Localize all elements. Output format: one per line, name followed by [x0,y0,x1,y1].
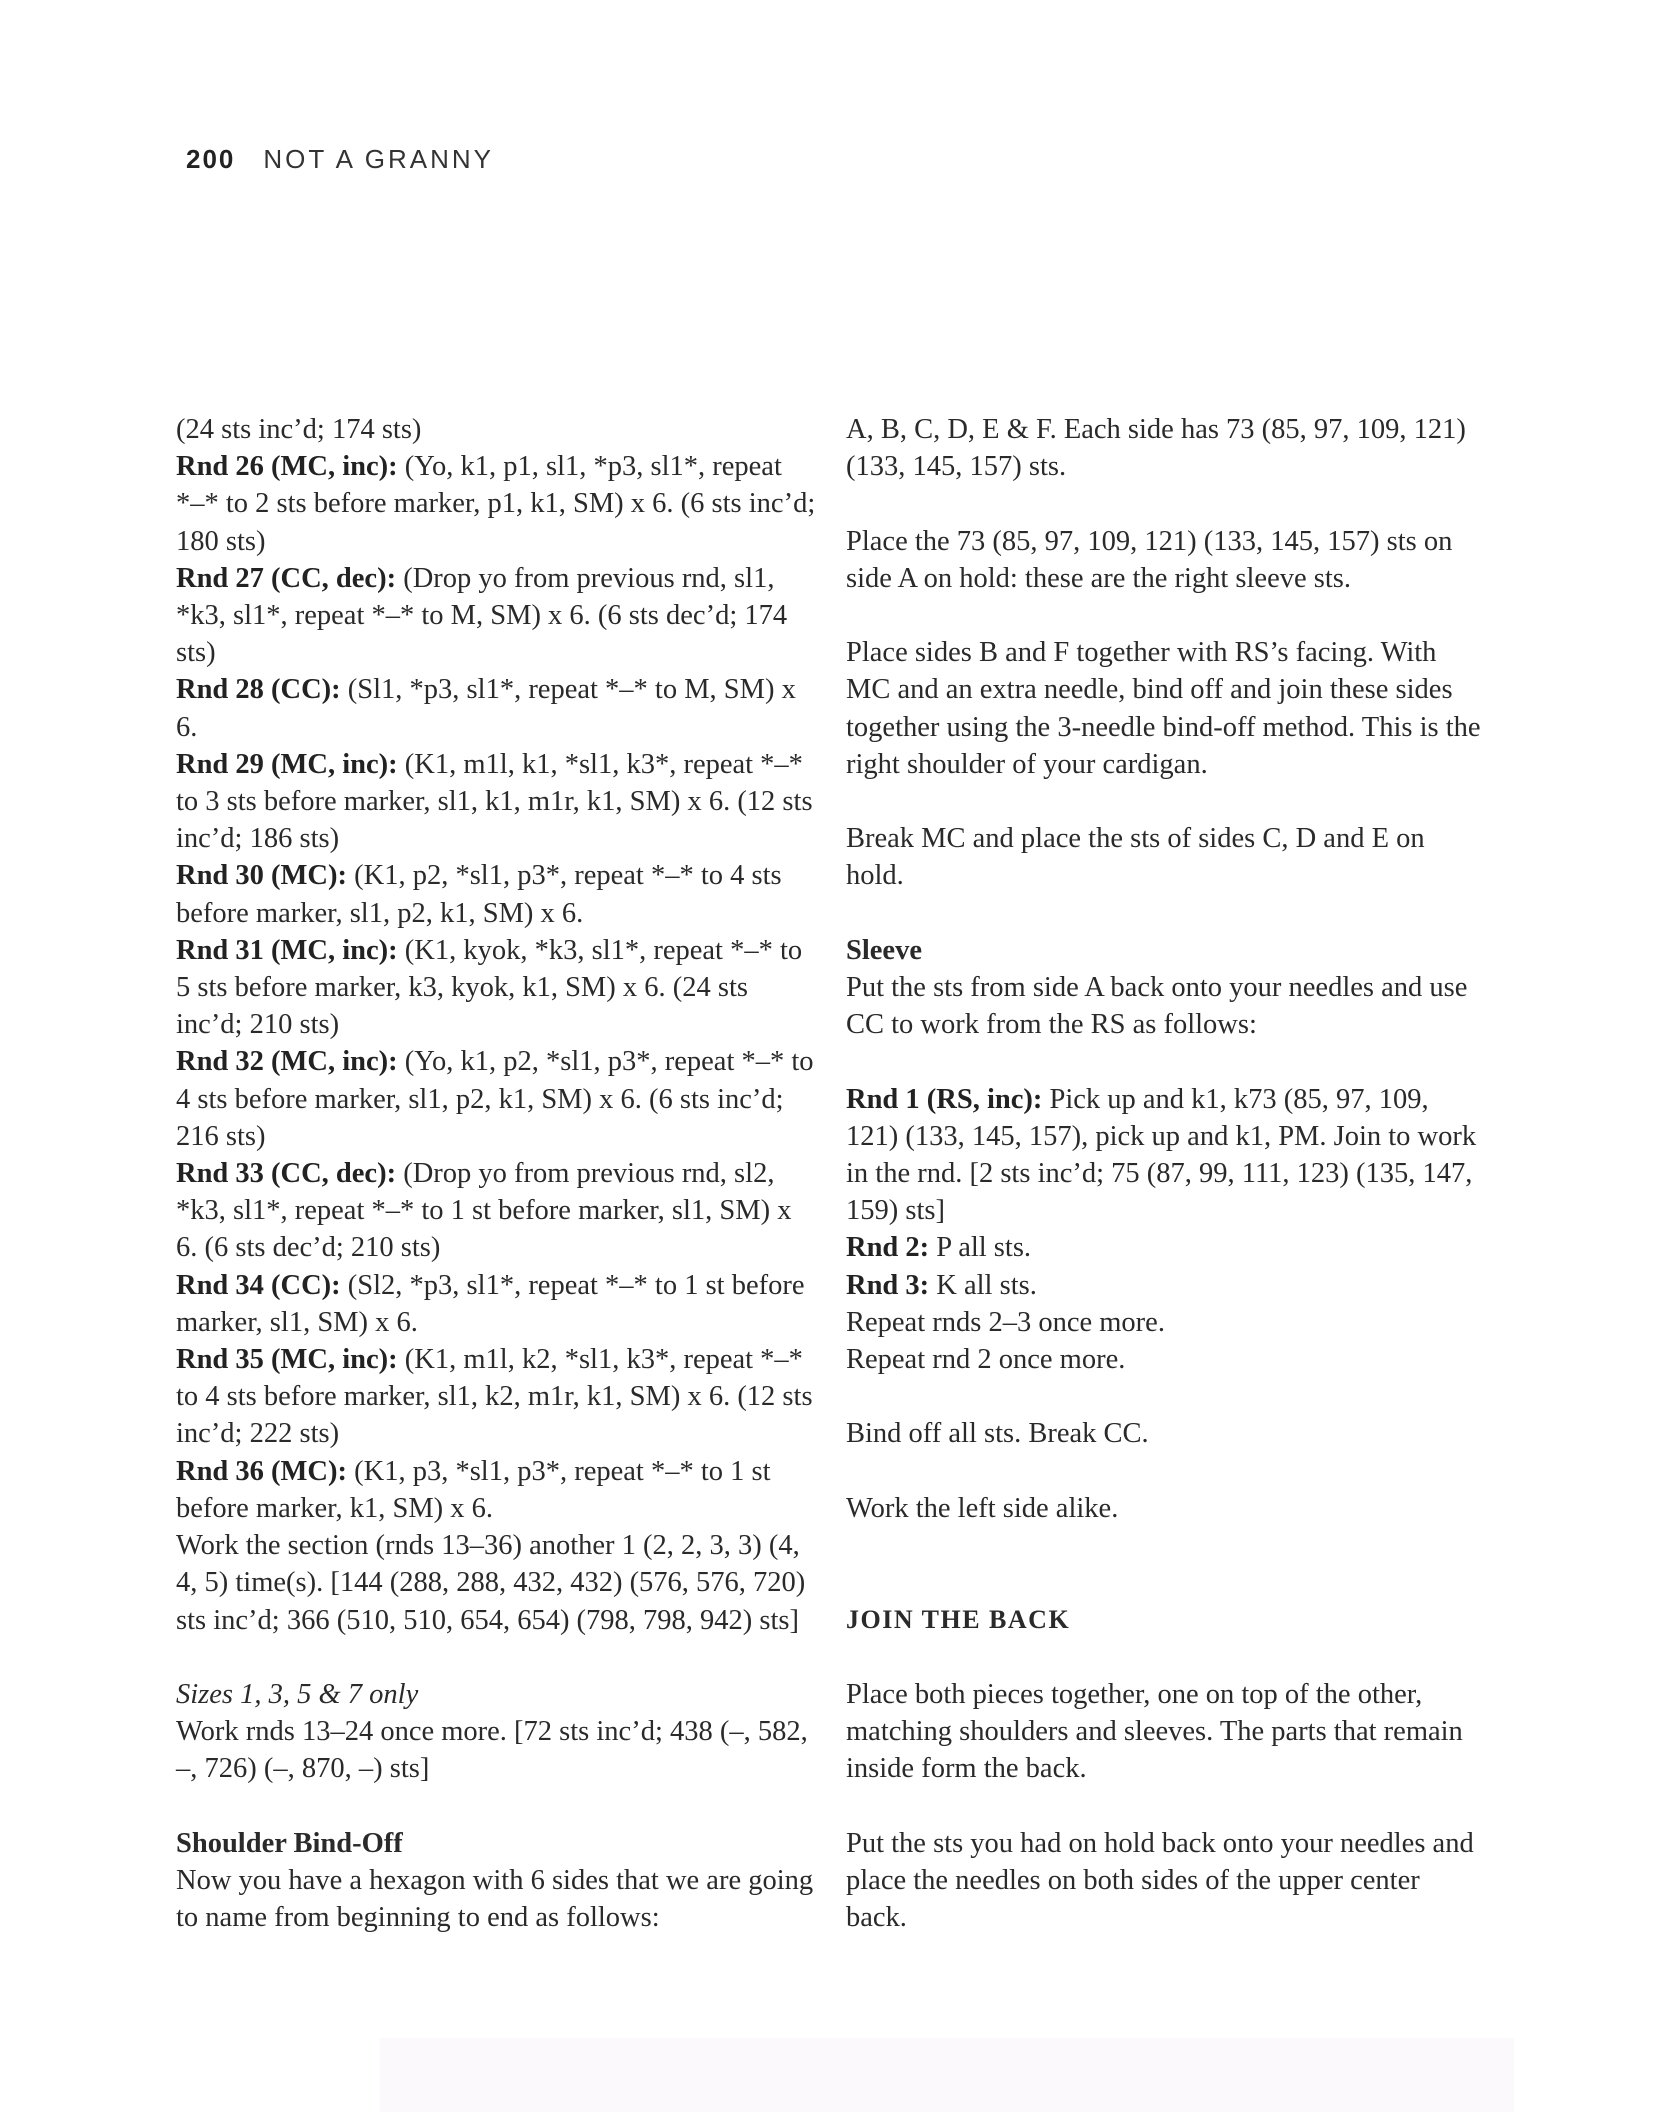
rnd-label: Rnd 32 (MC, inc): [176,1046,398,1078]
bind-off-line: Bind off all sts. Break CC. [846,1418,1149,1450]
rnd-label: Rnd 29 (MC, inc): [176,748,398,780]
instruction-rnd-27 [176,560,816,672]
rnd-label: Rnd 31 (MC, inc): [176,934,398,966]
rnd-text: (K1, m1l, k2, *sl1, k3*, repeat *–* to 4 sts before marker, sl1, k2, m1r, k1, SM) x 6. (12 sts inc’d; 222 sts) [176,1344,813,1450]
rnd-text: (Yo, k1, p1, sl1, *p3, sl1*, repeat *–* to 2 sts before marker, p1, k1, SM) x 6. (6 sts inc’d; 180 sts) [176,451,816,557]
rnd-label: Rnd 3: [846,1269,930,1301]
page-number: 200 [186,144,236,174]
instruction-rnd-32 [176,1043,816,1155]
sleeve-paragraph: Put the sts from side A back onto your needles and use CC to work from the RS as follows: [846,971,1468,1041]
instruction-rnd-29 [176,746,816,858]
rnd-text: (Drop yo from previous rnd, sl2, *k3, sl1*, repeat *–* to 1 st before marker, sl1, SM) x 6. (6 sts dec’d; 210 sts) [176,1158,792,1264]
rnd-label: Rnd 35 (MC, inc): [176,1344,398,1376]
join-the-back-heading: JOIN THE BACK [846,1605,1071,1635]
sizes-subheading: Sizes 1, 3, 5 & 7 only [176,1678,419,1710]
instruction-rnd-31 [176,932,816,1044]
rnd-text: (K1, p3, *sl1, p3*, repeat *–* to 1 st before marker, k1, SM) x 6. [176,1455,771,1524]
spacer [846,1639,1486,1676]
instruction-rnd-2 [846,1229,1486,1266]
rnd-text: P all sts. [929,1232,1032,1264]
rnd-text: (Sl2, *p3, sl1*, repeat *–* to 1 st before marker, sl1, SM) x 6. [176,1269,805,1338]
spacer [846,1453,1486,1490]
rnd-label: Rnd 28 (CC): [176,674,341,706]
rnd-text: (K1, p2, *sl1, p3*, repeat *–* to 4 sts before marker, sl1, p2, k1, SM) x 6. [176,860,782,929]
place-sides-bf-paragraph: Place sides B and F together with RS’s facing. With MC and an extra needle, bind off and join these sides together using the 3-needle bind-off method. This is the right shoulder of your cardigan. [846,637,1481,780]
running-title: NOT A GRANNY [263,144,494,174]
instruction-rnd-34 [176,1267,816,1341]
instruction-rnd-26 [176,448,816,560]
rnd-label: Rnd 1 (RS, inc): [846,1083,1043,1115]
left-side-line: Work the left side alike. [846,1492,1119,1524]
place-side-a-paragraph: Place the 73 (85, 97, 109, 121) (133, 145, 157) sts on side A on hold: these are the right sleeve sts. [846,525,1453,594]
spacer [846,1527,1486,1564]
rnd-label: Rnd 33 (CC, dec): [176,1158,397,1190]
instruction-rnd-30 [176,857,816,931]
bottom-band [380,2038,1514,2112]
rnd-text: (Drop yo from previous rnd, sl1, *k3, sl1*, repeat *–* to M, SM) x 6. (6 sts dec’d; 174 sts) [176,562,788,669]
spacer [846,597,1486,634]
spacer [846,485,1486,522]
spacer [846,1564,1486,1601]
running-head [186,144,494,175]
rnd-text: (K1, m1l, k1, *sl1, k3*, repeat *–* to 3 sts before marker, sl1, k1, m1r, k1, SM) x 6. (12 sts inc’d; 186 sts) [176,748,813,855]
rnd-label: Rnd 27 (CC, dec): [176,562,397,594]
shoulder-bind-off-heading: Shoulder Bind-Off [176,1827,403,1859]
break-mc-paragraph: Break MC and place the sts of sides C, D and E on hold. [846,823,1425,892]
rnd-label: Rnd 36 (MC): [176,1455,347,1487]
rnd-text: (Sl1, *p3, sl1*, repeat *–* to M, SM) x 6. [176,674,796,743]
instruction-rnd-28 [176,671,816,745]
instruction-rnd-36 [176,1453,816,1527]
rnd-label: Rnd 2: [846,1232,930,1264]
sleeve-heading: Sleeve [846,934,922,966]
instruction-rnd-35 [176,1341,816,1453]
instruction-rnd-1 [846,1081,1486,1230]
spacer [176,1639,816,1676]
sides-paragraph: A, B, C, D, E & F. Each side has 73 (85, 97, 109, 121) (133, 145, 157) sts. [846,414,1466,483]
spacer [846,895,1486,932]
spacer [176,1788,816,1825]
rnd-text: (Yo, k1, p2, *sl1, p3*, repeat *–* to 4 sts before marker, sl1, p2, k1, SM) x 6. (6 sts inc’d; 216 sts) [176,1046,814,1152]
right-column [846,411,1486,1936]
left-column [176,411,816,1936]
rnd-label: Rnd 30 (MC): [176,860,347,892]
instruction-rnd-33 [176,1155,816,1267]
rnd-label: Rnd 26 (MC, inc): [176,451,398,483]
join-paragraph-1: Place both pieces together, one on top of the other, matching shoulders and sleeves. The parts that remain inside form the back. [846,1678,1463,1785]
rnd-text: K all sts. [929,1269,1037,1301]
rnd-text: (K1, kyok, *k3, sl1*, repeat *–* to 5 sts before marker, k3, kyok, k1, SM) x 6. (24 sts inc’d; 210 sts) [176,934,803,1041]
repeat-line: Repeat rnds 2–3 once more. [846,1306,1165,1338]
spacer [846,1043,1486,1080]
rnd-text: Pick up and k1, k73 (85, 97, 109, 121) (133, 145, 157), pick up and k1, PM. Join to work in the rnd. [2 sts inc’d; 75 (87, 99, 111, 123) (135, 147, 159) sts] [846,1083,1477,1227]
rnd-label: Rnd 34 (CC): [176,1269,341,1301]
spacer [846,783,1486,820]
shoulder-paragraph: Now you have a hexagon with 6 sides that we are going to name from beginning to end as follows: [176,1864,814,1934]
join-paragraph-2: Put the sts you had on hold back onto your needles and place the needles on both sides of the upper center back. [846,1827,1474,1933]
spacer [846,1787,1486,1824]
stitch-count-line: (24 sts inc’d; 174 sts) [176,414,422,445]
work-section-paragraph: Work the section (rnds 13–36) another 1 (2, 2, 3, 3) (4, 4, 5) time(s). [144 (288, 288, 432, 432) (576, 576, 720) sts inc’d; 366 (510, 510, 654, 654) (798, 798, 942) sts] [176,1530,806,1636]
spacer [846,1378,1486,1415]
instruction-rnd-3 [846,1267,1486,1304]
sizes-paragraph: Work rnds 13–24 once more. [72 sts inc’d; 438 (–, 582, –, 726) (–, 870, –) sts] [176,1716,808,1785]
repeat-line: Repeat rnd 2 once more. [846,1344,1126,1375]
